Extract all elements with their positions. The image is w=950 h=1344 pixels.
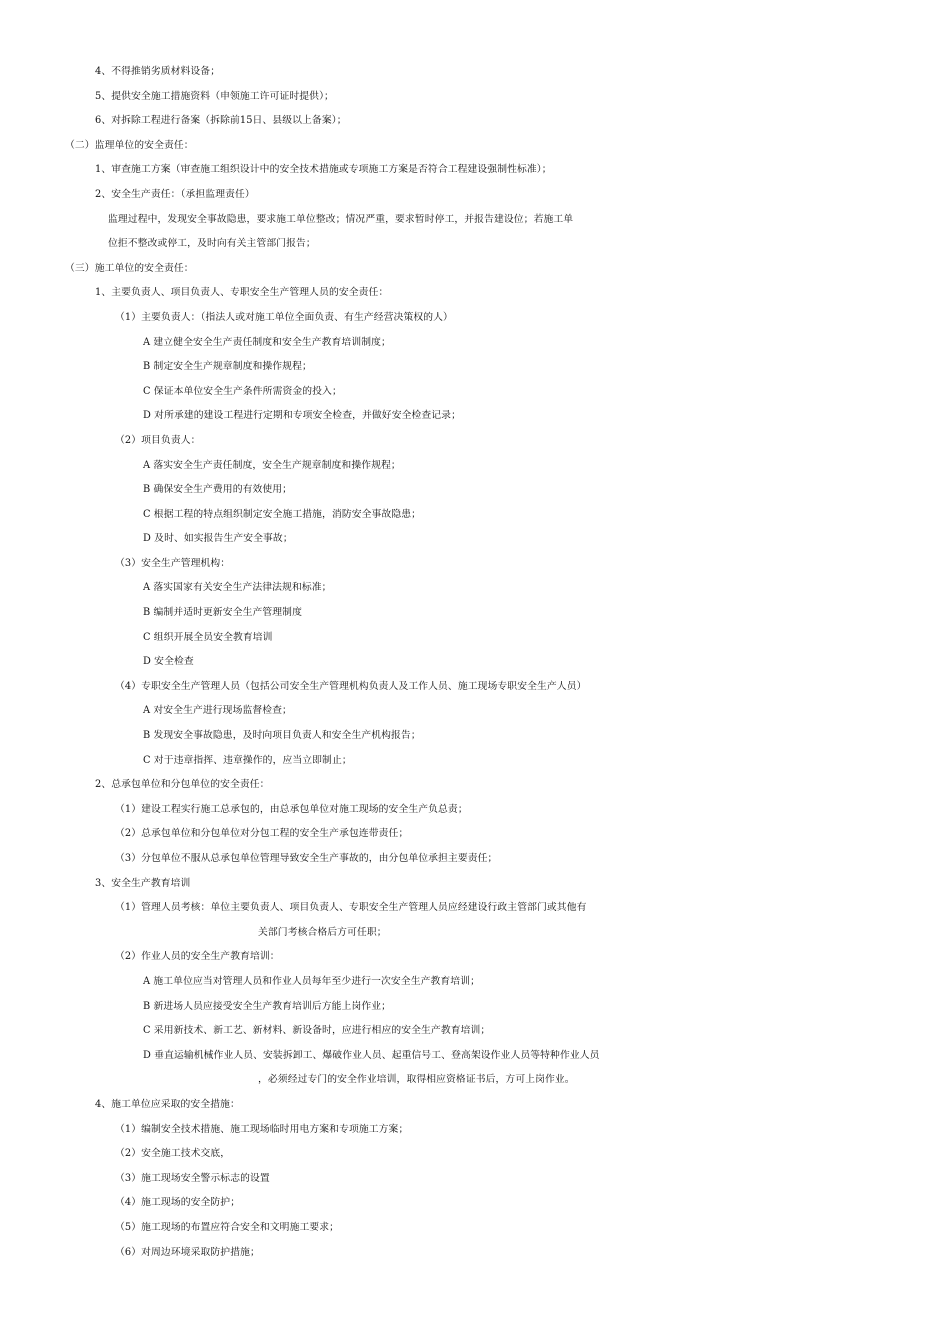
text-line: 关部门考核合格后方可任职； [258, 926, 387, 938]
text-line: （1）主要负责人：（指法人或对施工单位全面负责、有生产经营决策权的人） [115, 311, 453, 323]
text-line: 3、安全生产教育培训 [95, 877, 191, 889]
text-line: （2）安全施工技术交底， [115, 1148, 231, 1160]
text-line: B 确保安全生产费用的有效使用； [143, 484, 293, 496]
text-line: ，必须经过专门的安全作业培训，取得相应资格证书后，方可上岗作业。 [258, 1074, 575, 1086]
text-line: 位拒不整改或停工，及时向有关主管部门报告； [108, 238, 316, 250]
text-line: A 对安全生产进行现场监督检查； [143, 705, 292, 717]
text-line: 监理过程中，发现安全事故隐患，要求施工单位整改；情况严重，要求暂时停工，并报告建设位；若施工单 [108, 213, 574, 225]
text-line: 1、审查施工方案（审查施工组织设计中的安全技术措施或专项施工方案是否符合工程建设强制性标准）； [95, 164, 552, 176]
text-line: C 根据工程的特点组织制定安全施工措施，消防安全事故隐患； [143, 508, 422, 520]
text-line: D 对所承建的建设工程进行定期和专项安全检查，并做好安全检查记录； [143, 410, 461, 422]
text-line: A 施工单位应当对管理人员和作业人员每年至少进行一次安全生产教育培训； [143, 975, 480, 987]
text-line: D 及时、如实报告生产安全事故； [143, 533, 293, 545]
section-heading: （二）监理单位的安全责任： [65, 139, 194, 151]
text-line: 4、不得推销劣质材料设备； [95, 66, 221, 77]
text-line: C 保证本单位安全生产条件所需资金的投入； [143, 385, 342, 397]
text-line: B 新进场人员应接受安全生产教育培训后方能上岗作业； [143, 1000, 392, 1012]
text-line: 6、对拆除工程进行备案（拆除前15日、县级以上备案）； [95, 115, 347, 127]
text-line: （3）分包单位不服从总承包单位管理导致安全生产事故的，由分包单位承担主要责任； [115, 853, 498, 864]
text-line: （6）对周边环境采取防护措施； [115, 1246, 260, 1258]
text-line: 1、主要负责人、项目负责人、专职安全生产管理人员的安全责任： [95, 287, 389, 299]
text-line: （3）安全生产管理机构： [115, 557, 231, 569]
text-line: （1）编制安全技术措施、施工现场临时用电方案和专项施工方案； [115, 1123, 409, 1135]
text-line: （4）专职安全生产管理人员（包括公司安全生产管理机构负责人及工作人员、施工现场专职安全生产人员） [115, 680, 587, 692]
text-line: （2）作业人员的安全生产教育培训： [115, 951, 280, 963]
text-line: C 组织开展全员安全教育培训 [143, 631, 273, 643]
text-line: C 对于违章指挥、违章操作的，应当立即制止； [143, 754, 352, 766]
text-line: D 安全检查 [143, 656, 194, 668]
text-line: （1）管理人员考核：单位主要负责人、项目负责人、专职安全生产管理人员应经建设行政主管部门或其他有 [115, 902, 587, 914]
text-line: （4）施工现场的安全防护； [115, 1197, 241, 1209]
text-line: C 采用新技术、新工艺、新材料、新设备时，应进行相应的安全生产教育培训； [143, 1025, 491, 1037]
text-line: A 落实安全生产责任制度，安全生产规章制度和操作规程； [143, 459, 401, 471]
section-heading: （三）施工单位的安全责任： [65, 262, 194, 274]
text-line: D 垂直运输机械作业人员、安装拆卸工、爆破作业人员、起重信号工、登高架设作业人员等特种作业人员 [143, 1049, 600, 1061]
text-line: 2、总承包单位和分包单位的安全责任： [95, 779, 270, 791]
text-line: B 发现安全事故隐患，及时向项目负责人和安全生产机构报告； [143, 730, 421, 742]
text-line: 5、提供安全施工措施资料（申领施工许可证时提供）； [95, 90, 334, 102]
text-line: 2、安全生产责任：（承担监理责任） [95, 188, 255, 200]
text-line: B 编制并适时更新安全生产管理制度 [143, 607, 302, 619]
text-line: （5）施工现场的布置应符合安全和文明施工要求； [115, 1221, 340, 1233]
text-line: （1）建设工程实行施工总承包的，由总承包单位对施工现场的安全生产负总责； [115, 803, 468, 815]
text-line: （3）施工现场安全警示标志的设置 [115, 1172, 270, 1184]
text-line: （2）总承包单位和分包单位对分包工程的安全生产承包连带责任； [115, 828, 409, 840]
document-page [0, 60, 950, 1265]
text-line: （2）项目负责人： [115, 434, 201, 446]
text-line: B 制定安全生产规章制度和操作规程； [143, 361, 312, 373]
text-line: 4、施工单位应采取的安全措施： [95, 1098, 240, 1110]
text-line: A 建立健全安全生产责任制度和安全生产教育培训制度； [143, 336, 391, 348]
text-line: A 落实国家有关安全生产法律法规和标准； [143, 582, 332, 594]
